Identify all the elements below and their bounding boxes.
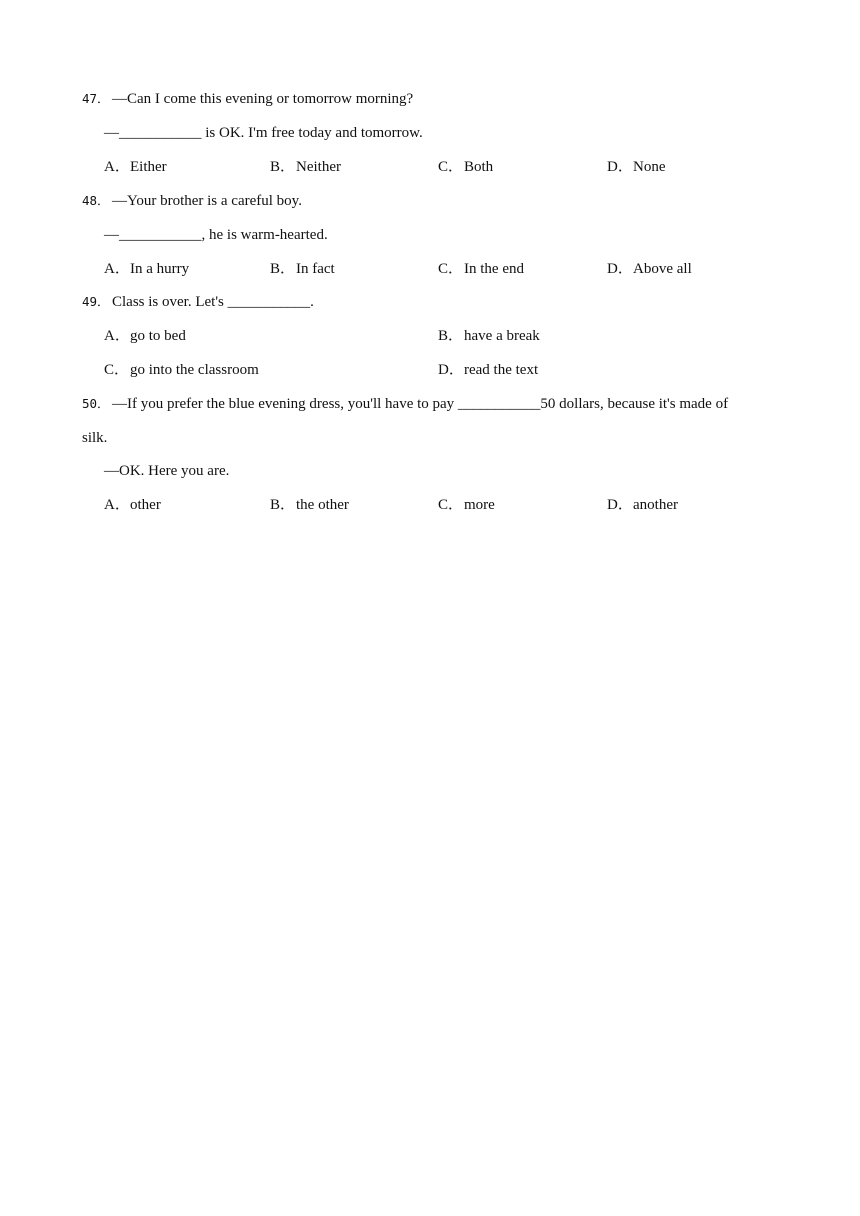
option-text: another — [633, 497, 678, 513]
option-letter: D． — [607, 261, 633, 277]
option-text: None — [633, 159, 666, 175]
option-text: other — [130, 497, 161, 513]
option-d[interactable] — [607, 150, 666, 184]
option-d[interactable] — [607, 488, 678, 522]
question-number: 47． — [82, 91, 110, 106]
option-letter: D． — [607, 497, 633, 513]
option-text: Above all — [633, 261, 692, 277]
option-letter: D． — [607, 159, 633, 175]
option-text: go to bed — [130, 328, 186, 344]
question-reply: —OK. Here you are. — [104, 463, 230, 479]
option-text: In fact — [296, 261, 335, 277]
option-text: more — [464, 497, 495, 513]
question-prompt: —Can I come this evening or tomorrow morning? — [112, 91, 414, 107]
option-b[interactable] — [270, 150, 341, 184]
option-d[interactable] — [438, 353, 538, 387]
option-letter: A． — [104, 261, 130, 277]
option-a[interactable] — [104, 488, 161, 522]
option-text: read the text — [464, 362, 539, 378]
option-text: In the end — [464, 261, 524, 277]
option-c[interactable] — [104, 353, 259, 387]
question-prompt: —If you prefer the blue evening dress, you'll have to pay ___________50 dollars, because it's made of — [112, 396, 729, 412]
question-number: 48． — [82, 193, 110, 208]
option-text: In a hurry — [130, 261, 190, 277]
option-letter: B． — [270, 261, 296, 277]
option-letter: A． — [104, 497, 130, 513]
option-text: go into the classroom — [130, 362, 259, 378]
option-c[interactable] — [438, 150, 493, 184]
question-prompt: —Your brother is a careful boy. — [112, 193, 302, 209]
question-prompt-continued: silk. — [82, 430, 108, 446]
question-number: 49． — [82, 294, 110, 309]
question-reply: —___________, he is warm-hearted. — [104, 227, 328, 243]
option-text: Either — [130, 159, 167, 175]
option-c[interactable] — [438, 252, 524, 286]
question-prompt: Class is over. Let's ___________. — [112, 294, 314, 310]
option-letter: B． — [438, 328, 464, 344]
option-letter: C． — [438, 497, 464, 513]
option-text: Neither — [296, 159, 341, 175]
option-letter: C． — [438, 159, 464, 175]
option-text: have a break — [464, 328, 540, 344]
option-text: the other — [296, 497, 349, 513]
option-c[interactable] — [438, 488, 495, 522]
option-letter: C． — [438, 261, 464, 277]
question-number: 50． — [82, 396, 110, 411]
option-letter: B． — [270, 497, 296, 513]
option-a[interactable] — [104, 252, 189, 286]
option-a[interactable] — [104, 150, 167, 184]
option-letter: C． — [104, 362, 130, 378]
option-letter: A． — [104, 328, 130, 344]
option-b[interactable] — [438, 319, 540, 353]
option-b[interactable] — [270, 252, 335, 286]
option-letter: D． — [438, 362, 464, 378]
option-letter: B． — [270, 159, 296, 175]
option-b[interactable] — [270, 488, 349, 522]
option-text: Both — [464, 159, 494, 175]
option-d[interactable] — [607, 252, 692, 286]
question-reply: —___________ is OK. I'm free today and tomorrow. — [104, 125, 423, 141]
option-letter: A． — [104, 159, 130, 175]
option-a[interactable] — [104, 319, 186, 353]
